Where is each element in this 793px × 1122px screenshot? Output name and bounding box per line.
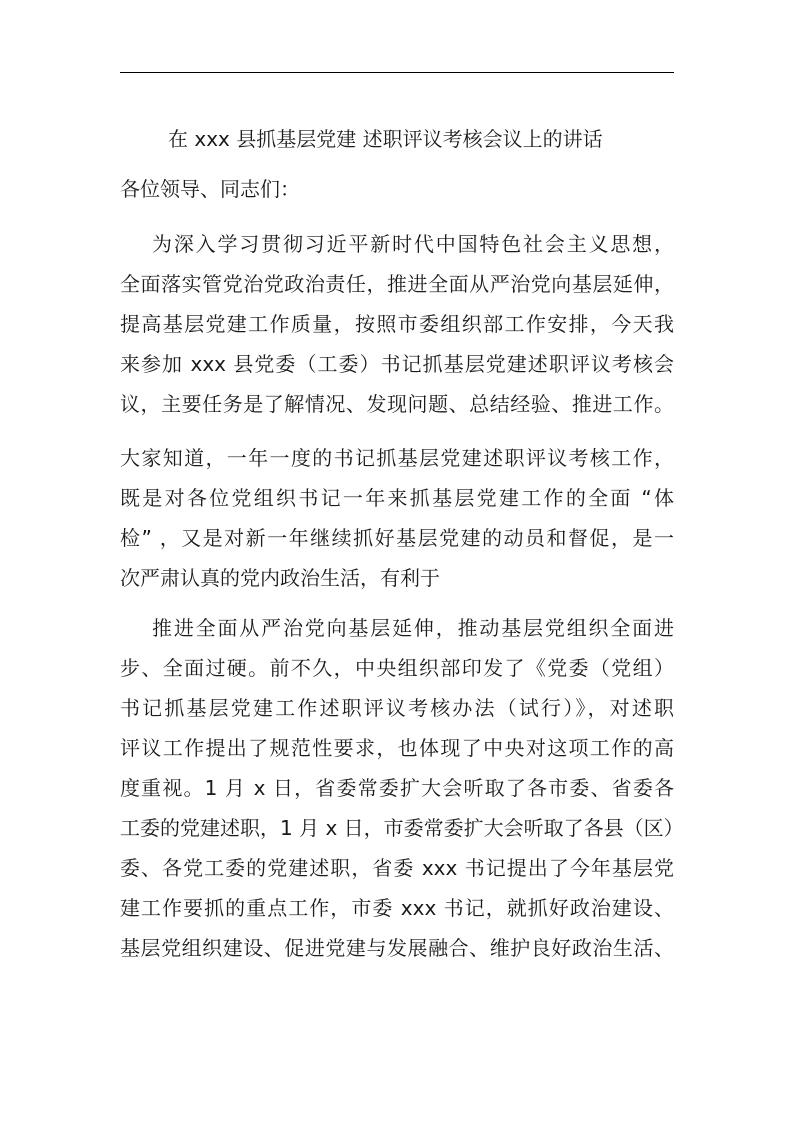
body-line: 推进全面从严治党向基层延伸，推动基层党组织全面进: [152, 616, 674, 640]
body-line: 评议工作提出了规范性要求，也体现了中央对这项工作的高: [120, 736, 674, 760]
document-title: 在 xxx 县抓基层党建 述职评议考核会议上的讲话: [168, 127, 603, 151]
body-line: 度重视。1 月 x 日，省委常委扩大会听取了各市委、省委各: [120, 776, 674, 800]
header-rule: [120, 72, 674, 73]
body-line: 来参加 xxx 县党委（工委）书记抓基层党建述职评议考核会: [120, 352, 674, 376]
body-line: 议，主要任务是了解情况、发现问题、总结经验、推进工作。: [120, 392, 674, 416]
body-line: 委、各党工委的党建述职，省委 xxx 书记提出了今年基层党: [120, 856, 674, 880]
body-line: 基层党组织建设、促进党建与发展融合、维护良好政治生活、: [120, 936, 674, 960]
body-line: 既是对各位党组织书记一年来抓基层党建工作的全面 “体: [120, 486, 674, 510]
body-line: 书记抓基层党建工作述职评议考核办法（试行）》，对述职: [120, 696, 674, 720]
body-line: 次严肃认真的党内政治生活，有利于: [120, 566, 440, 590]
body-line: 全面落实管党治党政治责任，推进全面从严治党向基层延伸，: [120, 272, 674, 296]
salutation: 各位领导、同志们：: [120, 177, 300, 201]
body-line: 提高基层党建工作质量，按照市委组织部工作安排，今天我: [120, 312, 674, 336]
body-line: 建工作要抓的重点工作，市委 xxx 书记，就抓好政治建设、: [120, 896, 674, 920]
body-line: 为深入学习贯彻习近平新时代中国特色社会主义思想，: [152, 232, 674, 256]
body-line: 检” ，又是对新一年继续抓好基层党建的动员和督促，是一: [120, 526, 674, 550]
body-line: 大家知道，一年一度的书记抓基层党建述职评议考核工作，: [120, 446, 674, 470]
body-line: 工委的党建述职，1 月 x 日，市委常委扩大会听取了各县（区）: [120, 816, 684, 840]
body-line: 步、全面过硬。前不久，中央组织部印发了《党委（党组）: [120, 656, 674, 680]
